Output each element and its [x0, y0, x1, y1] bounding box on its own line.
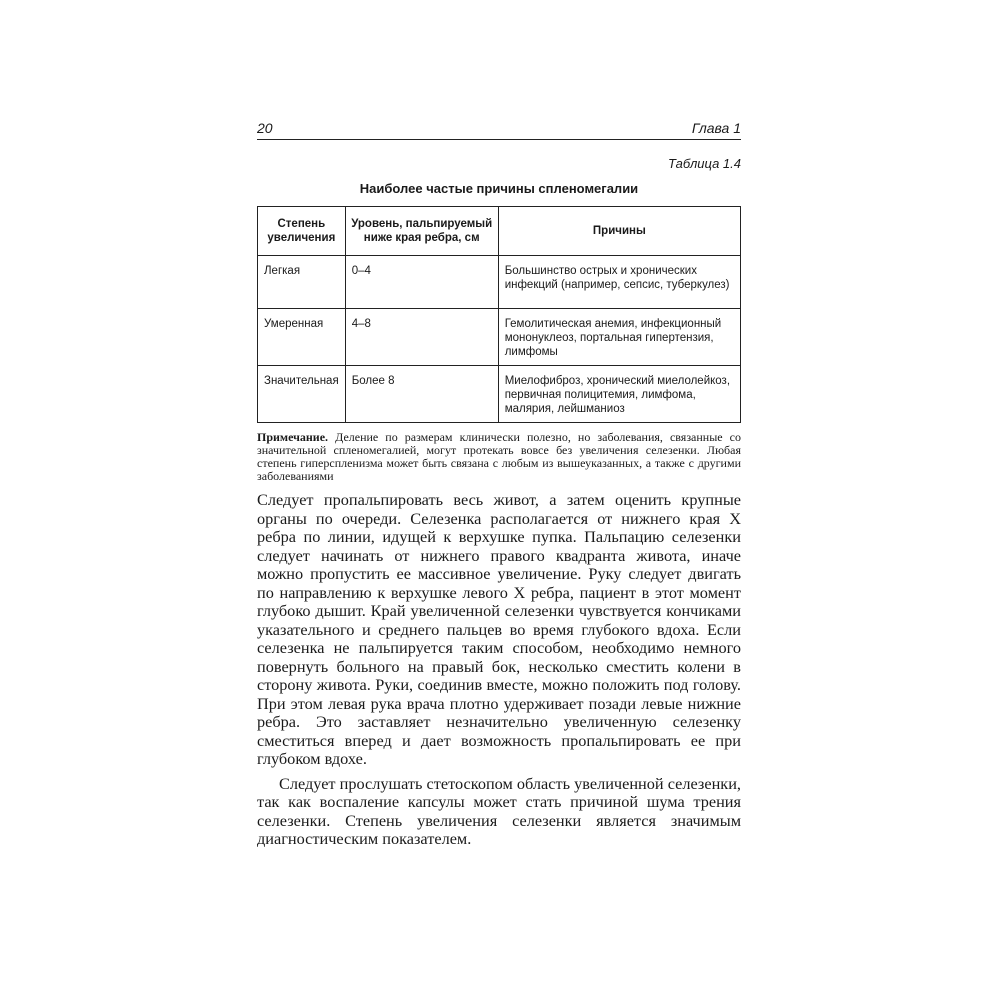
note-label: Примечание.	[257, 430, 329, 444]
page-number: 20	[257, 120, 273, 136]
table-note	[257, 431, 741, 483]
body-text	[257, 491, 741, 849]
body-paragraph: Следует прослушать стетоскопом область увеличенной селезенки, так как воспаление капсулы может стать причиной шума трения селезенки. Степень увеличения селезенки является значимым диагностическим показателем.	[257, 773, 741, 848]
table-number: Таблица 1.4	[668, 156, 741, 171]
cell-level: 0–4	[345, 256, 498, 309]
cell-level: 4–8	[345, 309, 498, 366]
table-row	[258, 256, 741, 309]
cell-causes: Гемолитическая анемия, инфекционный мононуклеоз, портальная гипертензия, лимфомы	[498, 309, 740, 366]
book-page	[257, 120, 741, 855]
cell-causes: Большинство острых и хронических инфекций (например, сепсис, туберкулез)	[498, 256, 740, 309]
column-header-causes: Причины	[498, 207, 740, 256]
cell-degree: Легкая	[258, 256, 346, 309]
table-row	[258, 309, 741, 366]
table-header-row	[258, 207, 741, 256]
chapter-title: Глава 1	[691, 120, 741, 136]
running-head	[257, 120, 741, 140]
table-title: Наиболее частые причины спленомегалии	[359, 181, 639, 196]
column-header-level: Уровень, пальпируемый ниже края ребра, см	[345, 207, 498, 256]
note-text: Деление по размерам клинически полезно, но заболевания, связанные со значительной спленомегалией, могут протекать вовсе без увеличения селезенки. Любая степень гиперспленизма может быть связана с любым из вышеуказанных, а также с другими заболеваниями	[257, 430, 742, 483]
cell-causes: Миелофиброз, хронический миелолейкоз, первичная полицитемия, лимфома, малярия, лейшманиоз	[498, 366, 740, 423]
cell-degree: Значительная	[258, 366, 346, 423]
cell-degree: Умеренная	[258, 309, 346, 366]
body-paragraph: Следует пропальпировать весь живот, а затем оценить крупные органы по очереди. Селезенка располагается от нижнего края X ребра по линии, идущей к верхушке пупка. Пальпацию селезенки следует начинать от нижнего правого квадранта живота, иначе можно пропустить ее массивное увеличение. Руку следует двигать по направлению к верхушке левого X ребра, пациент в этот момент глубоко дышит. Край увеличенной селезенки чувствуется кончиками указательного и среднего пальцев во время глубокого вдоха. Если селезенка не пальпируется таким способом, необходимо немного повернуть больного на правый бок, несколько сместить колени в сторону живота. Руки, соединив вместе, можно положить под голову. При этом левая рука врача плотно удерживает позади левые нижние ребра. Это заставляет незначительно увеличенную селезенку сместиться вперед и дает возможность пропальпировать ее при глубоком вдохе.	[257, 490, 741, 768]
column-header-degree: Степень увеличения	[258, 207, 346, 256]
table-row	[258, 366, 741, 423]
cell-level: Более 8	[345, 366, 498, 423]
splenomegaly-causes-table	[257, 206, 741, 423]
